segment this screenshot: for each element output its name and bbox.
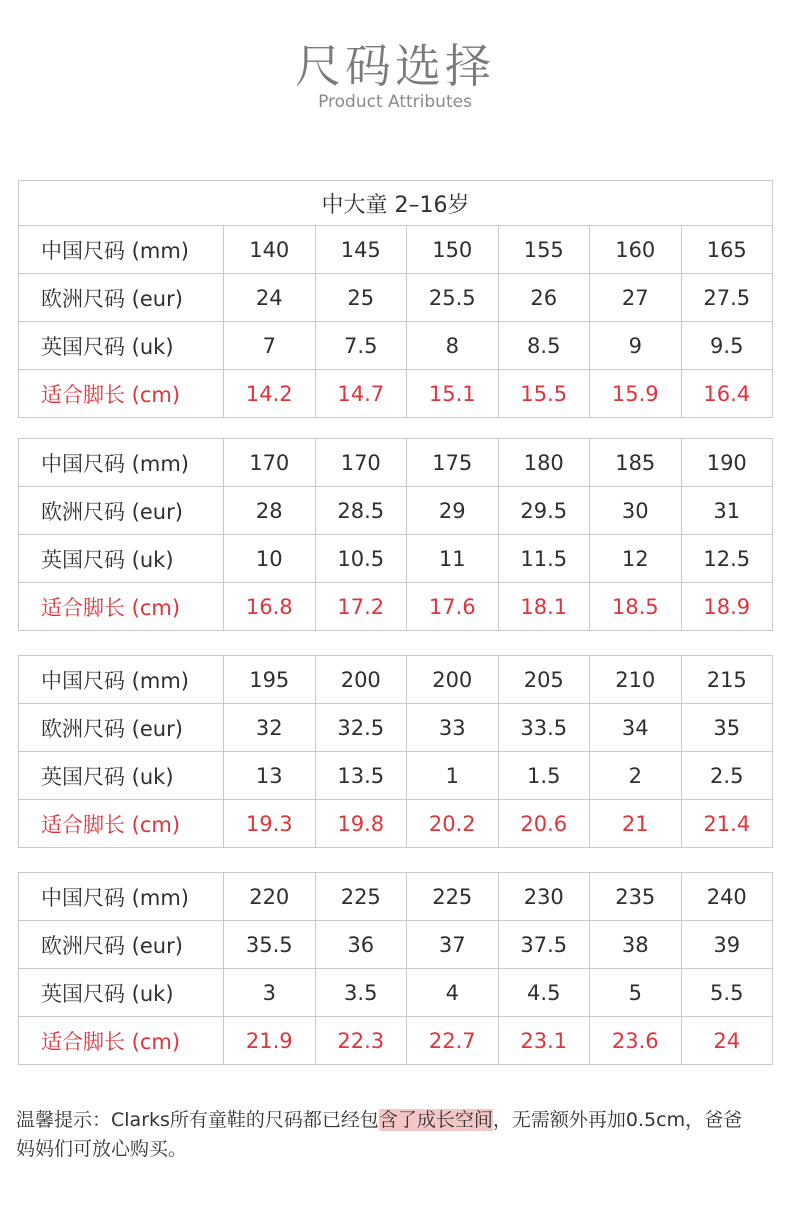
size-cell: 18.5 — [590, 583, 682, 631]
row-label: 中国尺码 (mm) — [19, 656, 224, 704]
size-cell: 200 — [407, 656, 499, 704]
size-cell: 210 — [590, 656, 682, 704]
size-cell: 170 — [315, 439, 407, 487]
page-subtitle: Product Attributes — [318, 92, 472, 112]
size-cell: 28.5 — [315, 487, 407, 535]
size-cell: 31 — [681, 487, 773, 535]
size-cell: 13 — [224, 752, 316, 800]
size-cell: 15.9 — [590, 370, 682, 418]
size-cell: 145 — [315, 226, 407, 274]
size-cell: 24 — [224, 274, 316, 322]
size-cell: 9 — [590, 322, 682, 370]
size-cell: 2.5 — [681, 752, 773, 800]
size-cell: 16.8 — [224, 583, 316, 631]
size-cell: 37.5 — [498, 921, 590, 969]
size-cell: 27 — [590, 274, 682, 322]
size-cell: 185 — [590, 439, 682, 487]
size-cell: 12 — [590, 535, 682, 583]
table-row — [19, 487, 773, 535]
table-row — [19, 370, 773, 418]
size-cell: 175 — [407, 439, 499, 487]
size-cell: 235 — [590, 873, 682, 921]
size-cell: 29 — [407, 487, 499, 535]
size-cell: 1.5 — [498, 752, 590, 800]
size-cell: 15.5 — [498, 370, 590, 418]
size-cell: 30 — [590, 487, 682, 535]
size-cell: 160 — [590, 226, 682, 274]
table-row — [19, 535, 773, 583]
size-cell: 22.7 — [407, 1017, 499, 1065]
size-cell: 20.2 — [407, 800, 499, 848]
size-cell: 19.3 — [224, 800, 316, 848]
size-cell: 140 — [224, 226, 316, 274]
table-row — [19, 274, 773, 322]
size-cell: 39 — [681, 921, 773, 969]
size-cell: 170 — [224, 439, 316, 487]
row-label: 欧洲尺码 (eur) — [19, 921, 224, 969]
size-cell: 23.6 — [590, 1017, 682, 1065]
row-label: 英国尺码 (uk) — [19, 752, 224, 800]
size-cell: 3.5 — [315, 969, 407, 1017]
size-table — [18, 438, 773, 631]
note-highlight: 含了成长空间 — [378, 1109, 493, 1131]
size-cell: 5 — [590, 969, 682, 1017]
size-cell: 4 — [407, 969, 499, 1017]
row-label: 英国尺码 (uk) — [19, 969, 224, 1017]
row-label: 中国尺码 (mm) — [19, 439, 224, 487]
size-cell: 32.5 — [315, 704, 407, 752]
size-cell: 21 — [590, 800, 682, 848]
size-cell: 220 — [224, 873, 316, 921]
size-cell: 33 — [407, 704, 499, 752]
size-cell: 12.5 — [681, 535, 773, 583]
size-cell: 27.5 — [681, 274, 773, 322]
size-cell: 3 — [224, 969, 316, 1017]
size-cell: 23.1 — [498, 1017, 590, 1065]
size-cell: 25 — [315, 274, 407, 322]
size-cell: 21.9 — [224, 1017, 316, 1065]
size-cell: 8 — [407, 322, 499, 370]
row-label: 欧洲尺码 (eur) — [19, 704, 224, 752]
size-cell: 37 — [407, 921, 499, 969]
page-title: 尺码选择 — [295, 39, 495, 93]
size-cell: 25.5 — [407, 274, 499, 322]
size-cell: 24 — [681, 1017, 773, 1065]
size-cell: 165 — [681, 226, 773, 274]
size-cell: 9.5 — [681, 322, 773, 370]
size-cell: 10.5 — [315, 535, 407, 583]
size-cell: 18.1 — [498, 583, 590, 631]
size-cell: 19.8 — [315, 800, 407, 848]
table-row — [19, 656, 773, 704]
size-cell: 32 — [224, 704, 316, 752]
size-cell: 14.7 — [315, 370, 407, 418]
size-note — [16, 1106, 756, 1164]
size-cell: 225 — [407, 873, 499, 921]
size-cell: 35 — [681, 704, 773, 752]
size-cell: 190 — [681, 439, 773, 487]
row-label: 适合脚长 (cm) — [19, 583, 224, 631]
table-row — [19, 969, 773, 1017]
size-table — [18, 180, 773, 418]
size-cell: 10 — [224, 535, 316, 583]
size-cell: 205 — [498, 656, 590, 704]
size-cell: 38 — [590, 921, 682, 969]
table-row — [19, 226, 773, 274]
size-cell: 2 — [590, 752, 682, 800]
size-cell: 8.5 — [498, 322, 590, 370]
size-cell: 17.2 — [315, 583, 407, 631]
size-cell: 150 — [407, 226, 499, 274]
row-label: 欧洲尺码 (eur) — [19, 487, 224, 535]
row-label: 适合脚长 (cm) — [19, 370, 224, 418]
table-row — [19, 583, 773, 631]
size-cell: 11 — [407, 535, 499, 583]
size-cell: 26 — [498, 274, 590, 322]
table-caption: 中大童 2–16岁 — [19, 181, 773, 226]
size-cell: 34 — [590, 704, 682, 752]
size-cell: 28 — [224, 487, 316, 535]
size-cell: 14.2 — [224, 370, 316, 418]
size-cell: 4.5 — [498, 969, 590, 1017]
row-label: 适合脚长 (cm) — [19, 800, 224, 848]
size-cell: 1 — [407, 752, 499, 800]
table-row — [19, 800, 773, 848]
size-table — [18, 872, 773, 1065]
size-cell: 20.6 — [498, 800, 590, 848]
row-label: 英国尺码 (uk) — [19, 322, 224, 370]
table-row — [19, 752, 773, 800]
size-cell: 215 — [681, 656, 773, 704]
size-cell: 21.4 — [681, 800, 773, 848]
size-cell: 7.5 — [315, 322, 407, 370]
table-row — [19, 921, 773, 969]
row-label: 适合脚长 (cm) — [19, 1017, 224, 1065]
table-row — [19, 322, 773, 370]
table-row — [19, 1017, 773, 1065]
size-cell: 240 — [681, 873, 773, 921]
size-cell: 155 — [498, 226, 590, 274]
table-row — [19, 873, 773, 921]
size-cell: 5.5 — [681, 969, 773, 1017]
size-table — [18, 655, 773, 848]
note-text-end: ，无需额外再加0.5cm，爸爸妈妈们可放心购买。 — [16, 1109, 743, 1160]
size-cell: 180 — [498, 439, 590, 487]
size-cell: 195 — [224, 656, 316, 704]
size-cell: 29.5 — [498, 487, 590, 535]
row-label: 中国尺码 (mm) — [19, 226, 224, 274]
size-cell: 13.5 — [315, 752, 407, 800]
size-cell: 15.1 — [407, 370, 499, 418]
size-cell: 18.9 — [681, 583, 773, 631]
size-cell: 33.5 — [498, 704, 590, 752]
table-row — [19, 439, 773, 487]
size-cell: 200 — [315, 656, 407, 704]
size-cell: 22.3 — [315, 1017, 407, 1065]
size-cell: 230 — [498, 873, 590, 921]
note-text: 温馨提示：Clarks所有童鞋的尺码都已经包 — [16, 1109, 379, 1131]
size-cell: 16.4 — [681, 370, 773, 418]
size-cell: 7 — [224, 322, 316, 370]
size-cell: 11.5 — [498, 535, 590, 583]
size-cell: 35.5 — [224, 921, 316, 969]
size-cell: 225 — [315, 873, 407, 921]
row-label: 英国尺码 (uk) — [19, 535, 224, 583]
size-cell: 36 — [315, 921, 407, 969]
table-row — [19, 704, 773, 752]
row-label: 欧洲尺码 (eur) — [19, 274, 224, 322]
size-cell: 17.6 — [407, 583, 499, 631]
row-label: 中国尺码 (mm) — [19, 873, 224, 921]
